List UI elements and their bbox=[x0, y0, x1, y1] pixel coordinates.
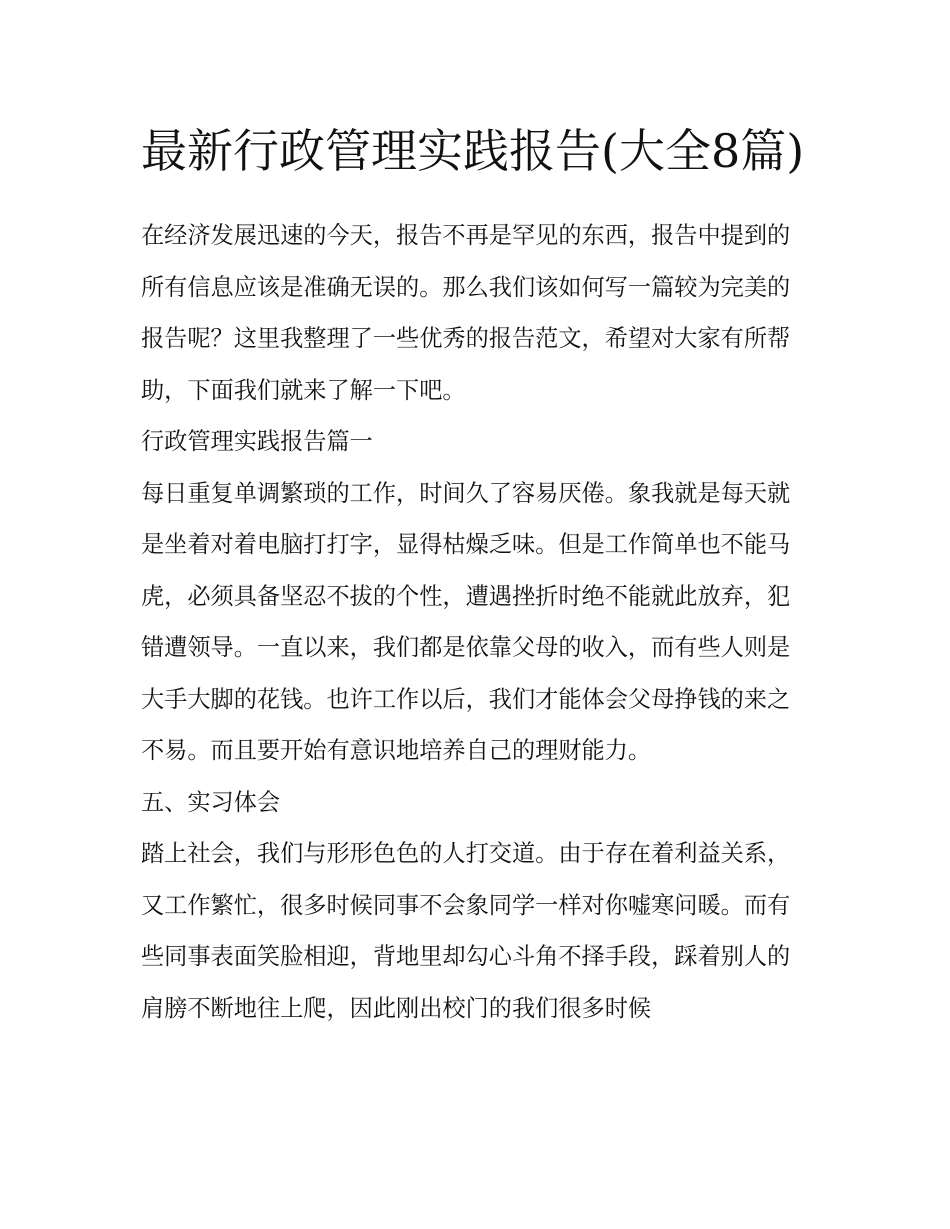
body-paragraph: 踏上社会，我们与形形色色的人打交道。由于存在着利益关系，又工作繁忙，很多时候同事不会象同学一样对你嘘寒问暖。而有些同事表面笑脸相迎，背地里却勾心斗角不择手段，踩着别人的肩膀不断地往上爬，因此刚出校门的我们很多时候 bbox=[141, 840, 791, 1022]
document-body bbox=[141, 210, 813, 1034]
body-paragraph: 每日重复单调繁琐的工作，时间久了容易厌倦。象我就是每天就是坐着对着电脑打打字，显得枯燥乏味。但是工作简单也不能马虎，必须具备坚忍不拔的个性，遭遇挫折时绝不能就此放弃，犯错遭领导。一直以来，我们都是依靠父母的收入，而有些人则是大手大脚的花钱。也许工作以后，我们才能体会父母挣钱的来之不易。而且要开始有意识地培养自己的理财能力。 bbox=[141, 479, 791, 764]
section-heading-internship-experience: 五、实习体会 bbox=[141, 788, 281, 816]
document-page bbox=[141, 112, 813, 1034]
section-heading-part-one: 行政管理实践报告篇一 bbox=[141, 428, 373, 455]
document-title: 最新行政管理实践报告(大全8篇) bbox=[141, 124, 805, 178]
intro-paragraph: 在经济发展迅速的今天，报告不再是罕见的东西，报告中提到的所有信息应该是准确无误的。那么我们该如何写一篇较为完美的报告呢？这里我整理了一些优秀的报告范文，希望对大家有所帮助，下面我们就来了解一下吧。 bbox=[141, 222, 791, 404]
